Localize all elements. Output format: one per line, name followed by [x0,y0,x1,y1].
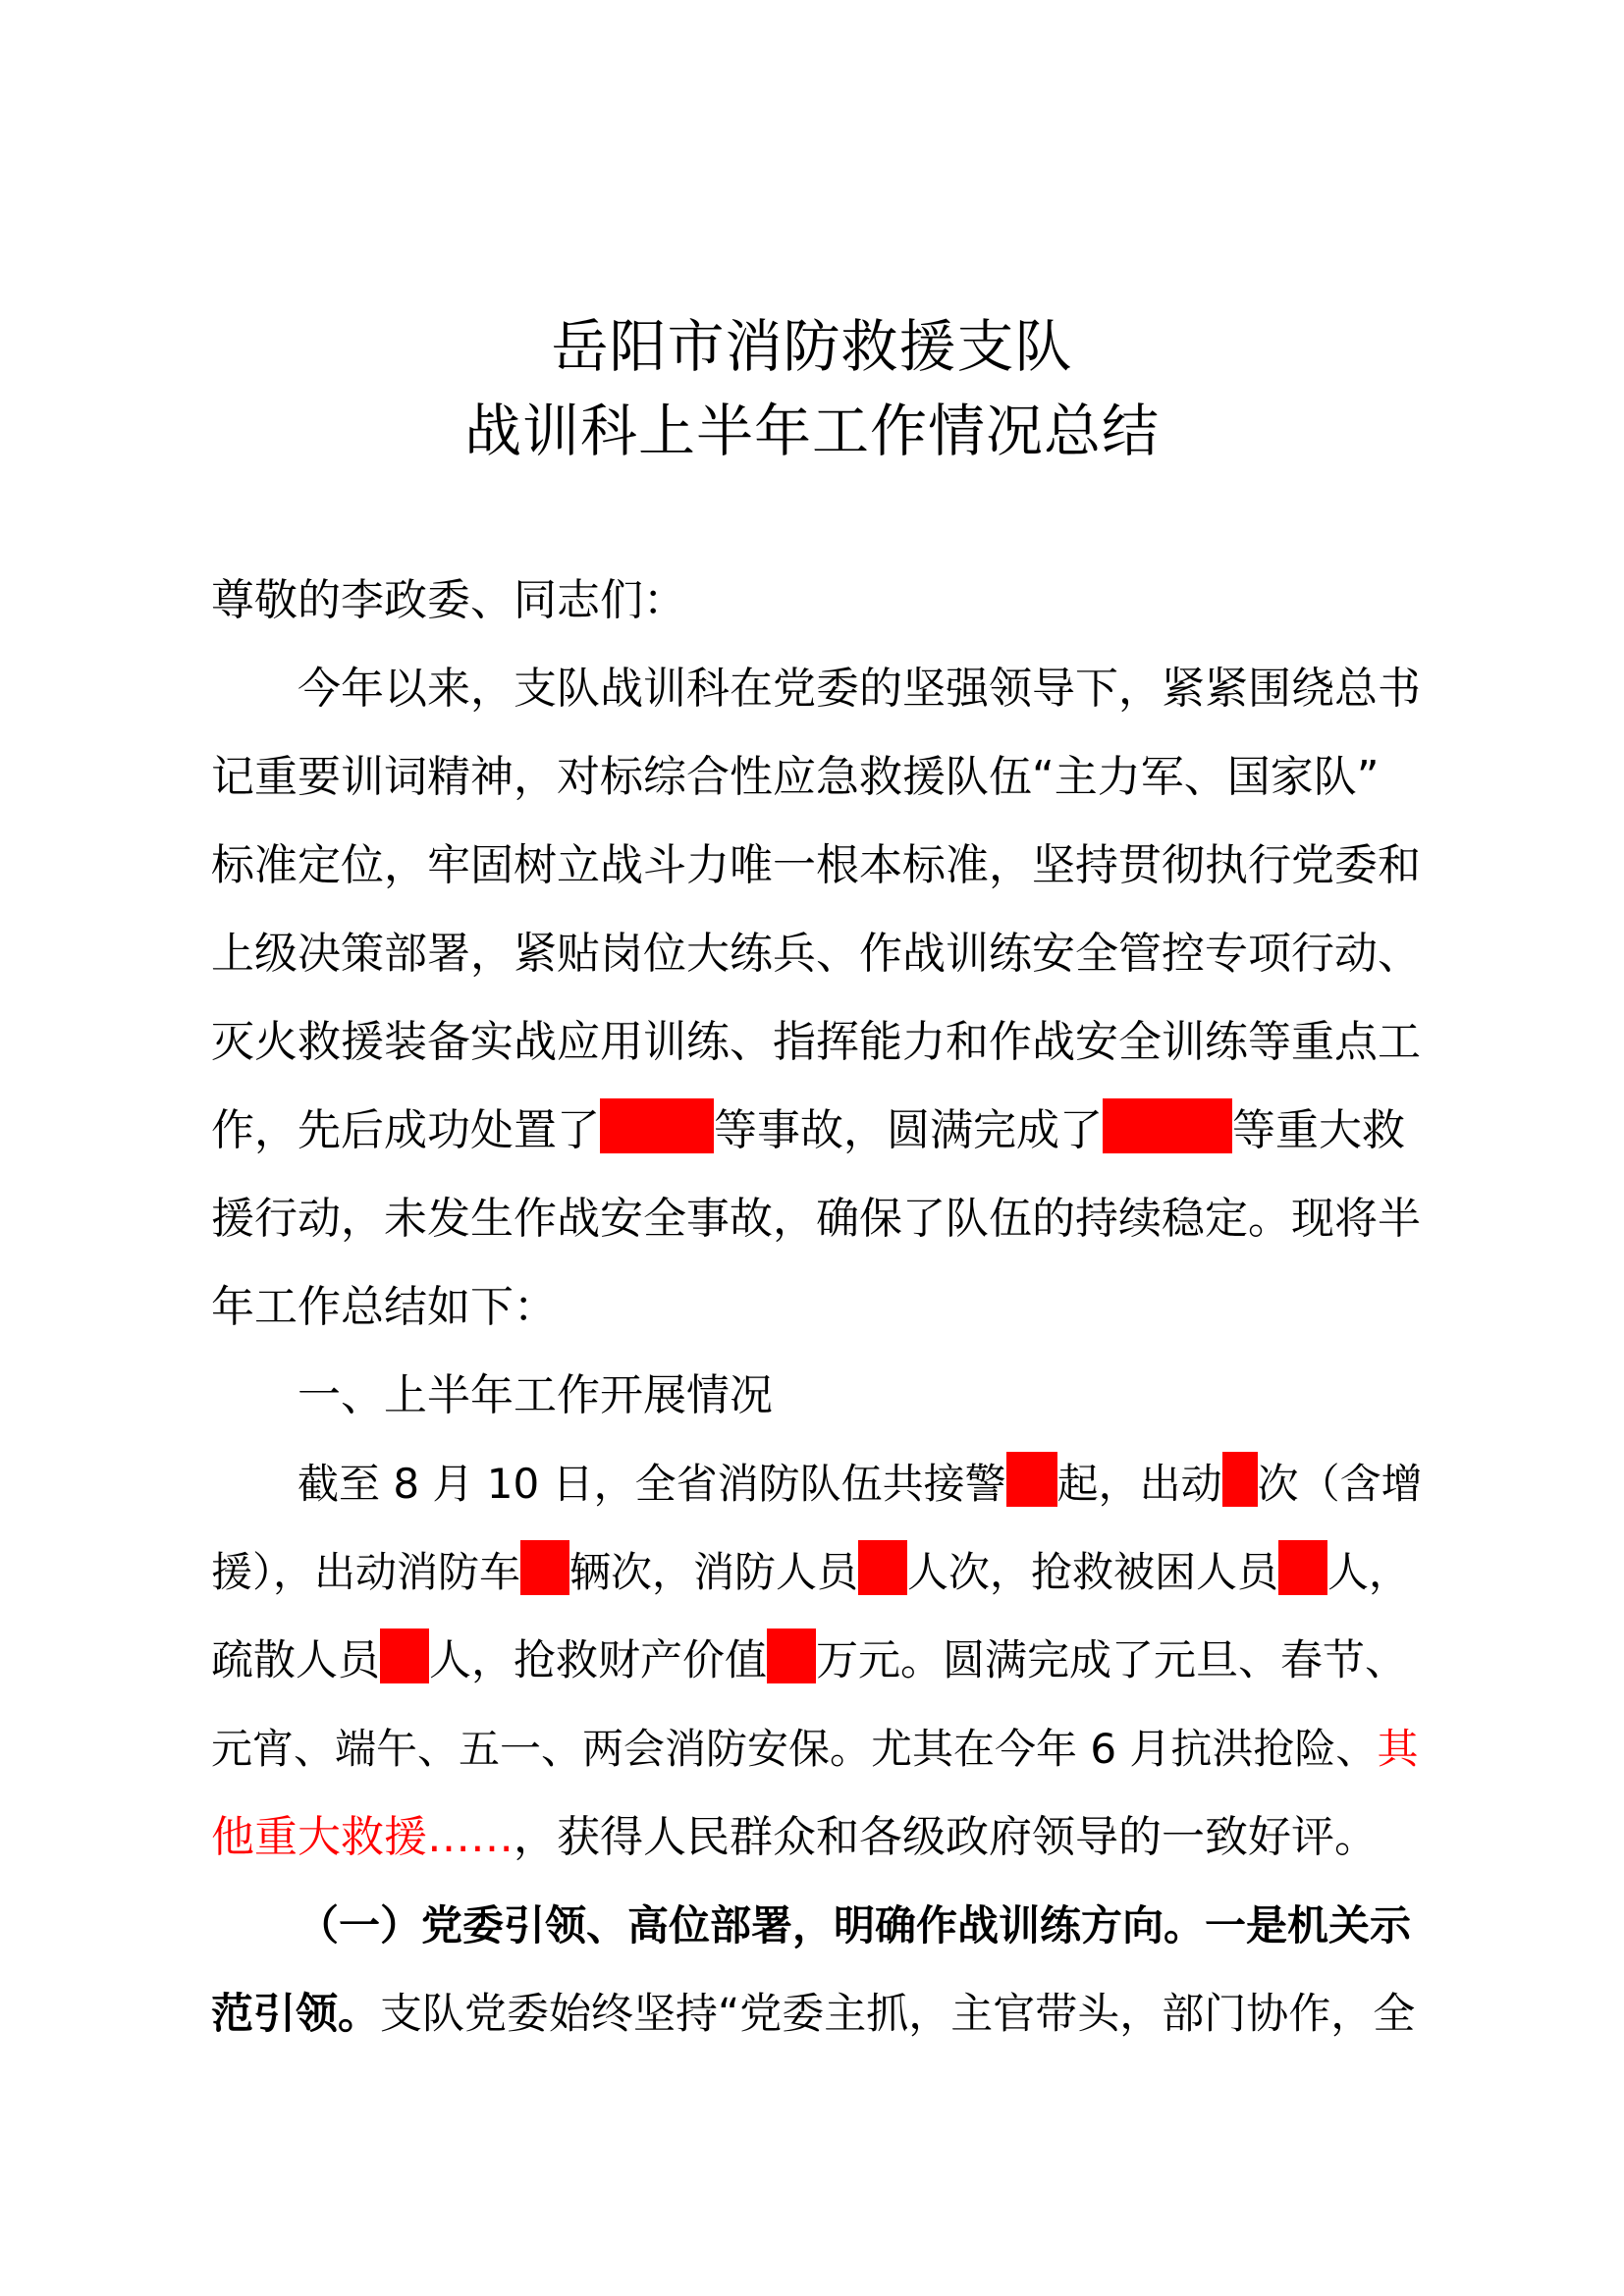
redaction-box [600,1098,714,1153]
subsection-heading: （一）党委引领、高位部署，明确作战训练方向。一是机关示 [298,1901,1412,1949]
redaction-box [1006,1452,1057,1507]
document-body [211,557,1424,2058]
text-line [211,1528,1424,1617]
section-heading: 一、上半年工作开展情况 [298,1370,773,1420]
text-line [211,1882,1424,1970]
redaction-box [380,1629,429,1683]
redaction-box [1103,1098,1232,1153]
text-segment: 人， [1327,1548,1411,1596]
text-line: 记重要训词精神，对标综合性应急救援队伍“主力军、国家队” [211,752,1380,802]
text-segment: 元宵、端午、五一、两会消防安保。尤其在今年 6 月抗洪抢险、 [211,1725,1378,1773]
highlighted-text: 他重大救援…… [211,1812,514,1862]
text-segment: 等事故，圆满完成了 [714,1105,1103,1155]
text-segment: 作，先后成功处置了 [211,1105,600,1155]
text-line: 标准定位，牢固树立战斗力唯一根本标准，坚持贯彻执行党委和 [211,840,1421,890]
text-segment: 支队党委始终坚持“党委主抓，主官带头，部门协作，全 [380,1990,1416,2039]
text-segment: 人次，抢救被困人员 [907,1548,1279,1596]
text-line: 灭火救援装备实战应用训练、指挥能力和作战安全训练等重点工 [211,1017,1421,1067]
text-line: 援行动，未发生作战安全事故，确保了队伍的持续稳定。现将半 [211,1194,1421,1244]
text-segment: 疏散人员 [211,1636,380,1685]
redaction-box [767,1629,816,1683]
text-line [211,1440,1424,1528]
redaction-box [858,1540,907,1595]
text-segment: 次（含增 [1257,1460,1423,1508]
document-title-line2: 战训科上半年工作情况总结 [463,398,1160,464]
text-line [211,1705,1424,1793]
text-segment: ，获得人民群众和各级政府领导的一致好评。 [514,1812,1378,1862]
text-line: 年工作总结如下： [211,1282,557,1332]
redaction-box [520,1540,569,1595]
text-segment: 起，出动 [1056,1460,1222,1508]
text-line [211,1793,1424,1882]
highlighted-text: 其 [1377,1725,1419,1773]
document-title-line1: 岳阳市消防救援支队 [551,313,1073,380]
salutation: 尊敬的李政委、同志们： [211,575,686,625]
redaction-box [1278,1540,1327,1595]
statistics-paragraph [211,1440,1424,1882]
subsection-lead: 范引领。 [211,1990,380,2039]
text-line [211,1970,1424,2058]
text-segment: 等重大救 [1232,1105,1405,1155]
subsection-paragraph [211,1882,1424,2058]
text-line: 上级决策部署，紧贴岗位大练兵、作战训练安全管控专项行动、 [211,929,1421,979]
text-segment: 辆次，消防人员 [569,1548,859,1596]
text-line [211,1087,1424,1175]
text-segment: 万元。圆满完成了元旦、春节、 [816,1636,1407,1685]
intro-paragraph [211,645,1424,1352]
redaction-box [1222,1452,1258,1507]
text-segment: 截至 8 月 10 日，全省消防队伍共接警 [298,1460,1006,1508]
text-segment: 人，抢救财产价值 [429,1636,767,1685]
text-line [211,1617,1424,1705]
text-line: 今年以来，支队战训科在党委的坚强领导下，紧紧围绕总书 [298,664,1421,714]
text-segment: 援），出动消防车 [211,1548,521,1596]
